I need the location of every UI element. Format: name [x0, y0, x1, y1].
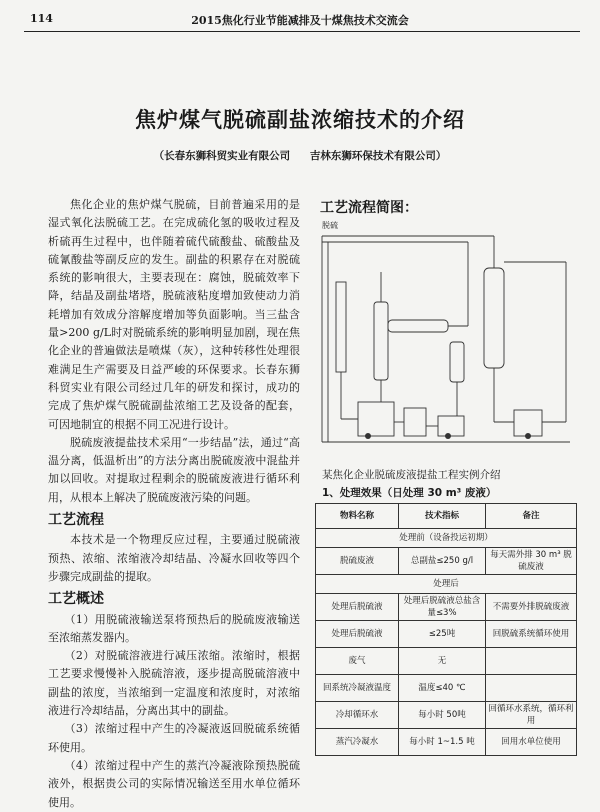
table-row — [316, 594, 577, 621]
affiliation-1: （长春东狮科贸实业有限公司 — [153, 150, 291, 162]
section-row-before — [316, 529, 577, 548]
flow-diagram-tag: 脱硫 — [322, 221, 338, 230]
table-header-row — [316, 504, 577, 529]
cell-spec: 每小时 1~1.5 吨 — [399, 729, 486, 756]
table-row — [316, 675, 577, 702]
cell-spec: 温度≤40 ℃ — [399, 675, 486, 702]
article-title: 焦炉煤气脱硫副盐浓缩技术的介绍 — [135, 108, 465, 132]
condenser-column — [484, 268, 504, 368]
section-row-after — [316, 575, 577, 594]
cell-note: 回脱硫系统循环使用 — [486, 621, 577, 648]
page-number: 114 — [30, 12, 53, 25]
pump-3 — [445, 433, 451, 439]
table-row — [316, 648, 577, 675]
col-header-spec: 技术指标 — [399, 504, 486, 529]
overview-item-3: （3）浓缩过程中产生的冷凝液返回脱硫系统循环使用。 — [48, 722, 300, 754]
treatment-results-table — [315, 503, 577, 756]
section-label-after: 处理后 — [316, 575, 577, 594]
pump-1 — [365, 433, 371, 439]
affiliation-2: 吉林东狮环保技术有限公司） — [309, 150, 447, 162]
section-label-before: 处理前（设备投运初期） — [316, 529, 577, 548]
cell-material: 废气 — [316, 648, 399, 675]
cell-note: 不需要外排脱硫废液 — [486, 594, 577, 621]
cell-note — [486, 675, 577, 702]
cell-material: 冷却循环水 — [316, 702, 399, 729]
cell-material: 处理后脱硫液 — [316, 621, 399, 648]
feed-preheater — [336, 282, 346, 372]
col-header-note: 备注 — [486, 504, 577, 529]
cell-material: 处理后脱硫液 — [316, 594, 399, 621]
overview-item-1: （1）用脱硫液输送泵将预热后的脱硫废液输送至浓缩蒸发器内。 — [48, 612, 300, 644]
header-rule — [24, 31, 580, 32]
table-row — [316, 548, 577, 575]
cell-spec: 每小时 50吨 — [399, 702, 486, 729]
overview-item-2: （2）对脱硫溶液进行减压浓缩。浓缩时，根据工艺要求慢慢补入脱硫溶液，逐步提高脱硫溶液中副盐的浓度，当浓缩到一定温度和浓度时，对浓缩液进行冷却结晶，分离出其中的副盐。 — [48, 649, 300, 718]
cell-spec: 总副盐≤250 g/l — [399, 548, 486, 575]
paragraph-intro: 焦化企业的焦炉煤气脱硫，目前普遍采用的是湿式氧化法脱硫工艺。在完成硫化氢的吸收过程及析硫再生过程中，也伴随着硫代硫酸盐、硫酸盐及硫氰酸盐等副反应的发生。副盐的积累存在对脱硫系统的影响很大，主要表现在：腐蚀，脱硫效率下降，结晶及副盐堵塔，脱硫液粘度增加致使动力消耗增加有效成分溶解度增加等负面影响。当三盐含量>200 g/L时对脱硫系统的影响明显加剧，现在焦化企业的普遍做法是喷煤（灰），这种转移性处理很难满足生产需要及日益严峻的环保要求。长春东狮科贸实业有限公司经过几年的研发和探讨，成功的完成了焦炉煤气脱硫副盐浓缩工艺及设备的配套，可因地制宜的根据不同工况进行设计。 — [48, 198, 300, 431]
overview-item-4: （4）浓缩过程中产生的蒸汽冷凝液除预热脱硫液外，根据贵公司的实际情况输送至用水单位循环使用。 — [48, 758, 300, 809]
flow-diagram-heading: 工艺流程简图： — [320, 200, 418, 216]
process-flow-diagram — [318, 232, 574, 454]
separator-vessel — [450, 342, 464, 382]
body-left-column — [48, 196, 300, 812]
cell-note: 回循环水系统，循环利用 — [486, 702, 577, 729]
cell-spec: 处理后脱硫液总盐含量≤3% — [399, 594, 486, 621]
cell-material: 回系统冷凝液温度 — [316, 675, 399, 702]
section-heading-overview: 工艺概述 — [48, 591, 104, 608]
table-title: 1、处理效果（日处理 30 m³ 废液） — [322, 487, 497, 499]
paragraph-process: 本技术是一个物理反应过程，主要通过脱硫液预热、浓缩、浓缩液冷却结晶、冷凝水回收等四个步骤完成副盐的提取。 — [48, 533, 300, 583]
cell-note: 回用水单位使用 — [486, 729, 577, 756]
section-heading-process: 工艺流程 — [48, 512, 104, 529]
cell-material: 蒸汽冷凝水 — [316, 729, 399, 756]
evaporator-vessel — [374, 302, 388, 380]
running-header: 2015焦化行业节能减排及十煤焦技术交流会 — [191, 14, 409, 27]
cell-note: 每天需外排 30 m³ 脱硫废液 — [486, 548, 577, 575]
paragraph-technique: 脱硫废液提盐技术采用“一步结晶”法，通过“高温分离，低温析出”的方法分离出脱硫废液中混盐并加以回收。对提取过程剩余的脱硫废液进行循环利用，从根本上解决了脱硫废液污染的问题。 — [48, 435, 300, 504]
cell-spec: 无 — [399, 648, 486, 675]
pump-2 — [525, 433, 531, 439]
author-affiliations — [0, 148, 600, 163]
condensate-tank — [514, 410, 542, 436]
cell-material: 脱硫废液 — [316, 548, 399, 575]
cell-spec: ≤25吨 — [399, 621, 486, 648]
cell-note — [486, 648, 577, 675]
crystallizer-tank — [358, 402, 394, 436]
col-header-material: 物料名称 — [316, 504, 399, 529]
centrifuge — [404, 408, 426, 436]
table-row — [316, 729, 577, 756]
figure-caption: 某焦化企业脱硫废液提盐工程实例介绍 — [322, 469, 501, 481]
table-row — [316, 621, 577, 648]
table-row — [316, 702, 577, 729]
heat-exchanger — [388, 320, 448, 332]
mother-liquor-tank — [438, 416, 464, 436]
